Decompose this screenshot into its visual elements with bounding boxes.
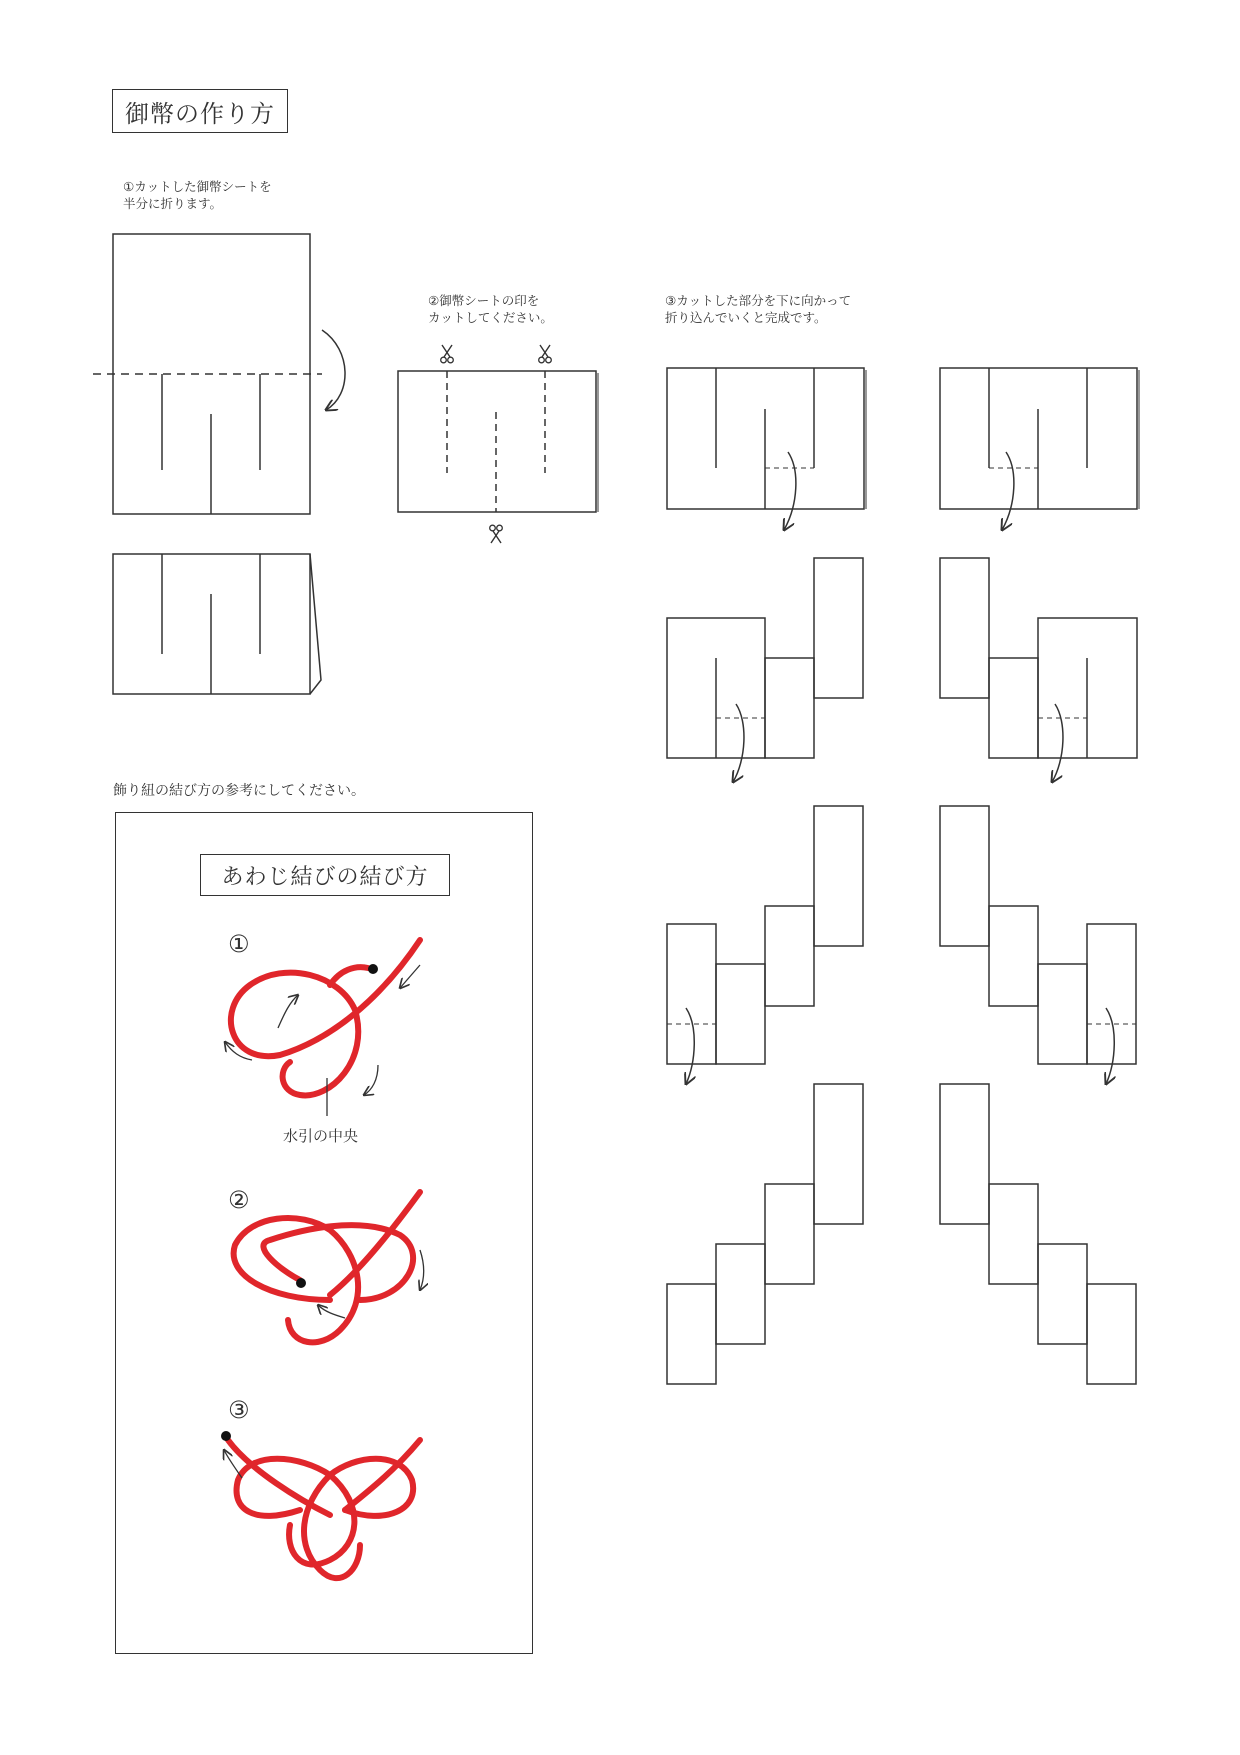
step3-finished-left: [667, 1084, 863, 1384]
step3-row3-right: [940, 806, 1136, 1084]
fold-arrow-icon: [1002, 452, 1014, 530]
fold-arrow-icon: [784, 452, 796, 530]
step3-row2-left: [667, 558, 863, 782]
fold-arrow-icon: [1052, 704, 1063, 782]
knot-step2-cord: [234, 1192, 420, 1342]
direction-arrow-icon: [420, 1250, 424, 1290]
step3-row1-right: [940, 368, 1139, 530]
knot-step-1-label: ①: [228, 930, 250, 958]
direction-arrow-icon: [400, 965, 420, 988]
step1-folded: [113, 554, 321, 694]
step1-sheet: [93, 234, 345, 514]
step1-text: ①カットした御幣シートを 半分に折ります。: [123, 179, 272, 211]
fold-arrow-icon: [686, 1008, 694, 1084]
knot-step-2-label: ②: [228, 1186, 250, 1214]
scissors-icon: [539, 345, 552, 363]
cord-end-dot: [296, 1278, 306, 1288]
step3-text: ③カットした部分を下に向かって 折り込んでいくと完成です。: [665, 293, 852, 325]
page-title: 御幣の作り方: [112, 89, 288, 133]
fold-arrow-icon: [322, 330, 345, 410]
direction-arrow-icon: [278, 995, 298, 1028]
step3-row2-right: [940, 558, 1137, 782]
step3-finished-right: [940, 1084, 1136, 1384]
direction-arrow-icon: [318, 1305, 345, 1318]
step3-row3-left: [667, 806, 863, 1084]
knot-step3-cord: [228, 1440, 420, 1578]
knot-step-3-label: ③: [228, 1396, 250, 1424]
scissors-icon: [490, 525, 503, 543]
fold-arrow-icon: [1106, 1008, 1114, 1084]
knot-intro-text: 飾り紐の結び方の参考にしてください。: [113, 783, 365, 799]
step2-sheet: [398, 371, 598, 512]
center-label: 水引の中央: [283, 1127, 359, 1145]
step2-text: ②御幣シートの印を カットしてください。: [428, 293, 553, 325]
knot-step1-cord: [231, 940, 420, 1095]
scissors-icon: [441, 345, 454, 363]
direction-arrow-icon: [364, 1065, 378, 1095]
cord-end-dot: [368, 964, 378, 974]
step3-row1-left: [667, 368, 866, 530]
fold-arrow-icon: [733, 704, 744, 782]
knot-title: あわじ結びの結び方: [200, 854, 450, 896]
cord-end-dot: [221, 1431, 231, 1441]
